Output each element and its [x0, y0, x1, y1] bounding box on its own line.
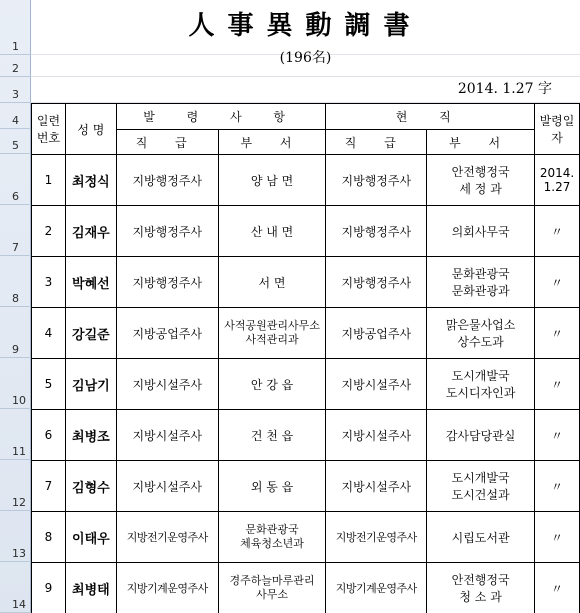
- seq-cell[interactable]: 6: [32, 410, 66, 461]
- current-rank-cell[interactable]: 지방전기운영주사: [326, 512, 427, 563]
- current-rank-header[interactable]: 직 급: [326, 130, 427, 155]
- name-cell[interactable]: 김재우: [65, 206, 116, 257]
- name-cell[interactable]: 김남기: [65, 359, 116, 410]
- name-cell[interactable]: 최병태: [65, 563, 116, 613]
- current-dept-cell[interactable]: 도시개발국 도시건설과: [427, 461, 535, 512]
- table-row: [32, 206, 580, 257]
- document-date: 2014. 1.27 字: [457, 81, 552, 97]
- current-rank-cell[interactable]: 지방기계운영주사: [326, 563, 427, 613]
- new-dept-cell[interactable]: 외 동 읍: [218, 461, 326, 512]
- seq-cell[interactable]: 7: [32, 461, 66, 512]
- new-dept-cell[interactable]: 서 면: [218, 257, 326, 308]
- row-number: 9: [12, 343, 19, 356]
- row-number: 12: [12, 496, 26, 509]
- table-row: [32, 308, 580, 359]
- headcount-label: (196名): [279, 50, 332, 66]
- new-rank-header[interactable]: 직 급: [116, 130, 218, 155]
- current-dept-cell[interactable]: 안전행정국 세 정 과: [427, 155, 535, 206]
- row-number: 6: [12, 190, 19, 203]
- order-date-cell[interactable]: 〃: [534, 410, 579, 461]
- current-dept-cell[interactable]: 안전행정국 청 소 과: [427, 563, 535, 613]
- row-header-4[interactable]: [0, 103, 31, 129]
- row-number: 4: [12, 114, 19, 127]
- new-rank-cell[interactable]: 지방시설주사: [116, 359, 218, 410]
- row-header-column: [0, 0, 31, 613]
- row-header-13[interactable]: [0, 511, 31, 562]
- name-cell[interactable]: 최정식: [65, 155, 116, 206]
- document-title: 人事異動調書: [188, 11, 423, 41]
- seq-cell[interactable]: 1: [32, 155, 66, 206]
- row-number: 1: [12, 40, 19, 53]
- current-rank-cell[interactable]: 지방행정주사: [326, 155, 427, 206]
- seq-cell[interactable]: 9: [32, 563, 66, 613]
- row-number: 3: [12, 88, 19, 101]
- current-rank-cell[interactable]: 지방행정주사: [326, 206, 427, 257]
- seq-cell[interactable]: 5: [32, 359, 66, 410]
- new-dept-cell[interactable]: 경주하늘마루관리 사무소: [218, 563, 326, 613]
- name-header[interactable]: 성 명: [65, 104, 116, 155]
- seq-header[interactable]: 일련번호: [32, 104, 66, 155]
- order-date-cell[interactable]: 〃: [534, 257, 579, 308]
- new-rank-cell[interactable]: 지방행정주사: [116, 257, 218, 308]
- order-date-cell[interactable]: 〃: [534, 206, 579, 257]
- current-group-header[interactable]: 현 직: [326, 104, 535, 130]
- current-dept-cell[interactable]: 의회사무국: [427, 206, 535, 257]
- new-rank-cell[interactable]: 지방행정주사: [116, 155, 218, 206]
- current-rank-cell[interactable]: 지방행정주사: [326, 257, 427, 308]
- seq-cell[interactable]: 4: [32, 308, 66, 359]
- row-header-8[interactable]: [0, 256, 31, 307]
- current-dept-header[interactable]: 부 서: [427, 130, 535, 155]
- row-header-5[interactable]: [0, 129, 31, 154]
- new-dept-cell[interactable]: 건 천 읍: [218, 410, 326, 461]
- table-row: [32, 155, 580, 206]
- table-row: [32, 461, 580, 512]
- new-rank-cell[interactable]: 지방시설주사: [116, 410, 218, 461]
- order-date-cell[interactable]: 〃: [534, 563, 579, 613]
- row-header-6[interactable]: [0, 154, 31, 205]
- new-dept-header[interactable]: 부 서: [218, 130, 326, 155]
- row-number: 14: [12, 598, 26, 611]
- seq-cell[interactable]: 2: [32, 206, 66, 257]
- table-row: [32, 359, 580, 410]
- new-rank-cell[interactable]: 지방시설주사: [116, 461, 218, 512]
- new-rank-cell[interactable]: 지방기계운영주사: [116, 563, 218, 613]
- table-row: [32, 563, 580, 613]
- row-header-12[interactable]: [0, 460, 31, 511]
- current-dept-cell[interactable]: 시립도서관: [427, 512, 535, 563]
- seq-cell[interactable]: 3: [32, 257, 66, 308]
- header-row-1: [32, 104, 580, 130]
- row-header-14[interactable]: [0, 562, 31, 613]
- new-rank-cell[interactable]: 지방공업주사: [116, 308, 218, 359]
- table-row: [32, 512, 580, 563]
- row-number: 8: [12, 292, 19, 305]
- new-dept-cell[interactable]: 문화관광국 체육청소년과: [218, 512, 326, 563]
- name-cell[interactable]: 이태우: [65, 512, 116, 563]
- row-header-11[interactable]: [0, 409, 31, 460]
- row-header-9[interactable]: [0, 307, 31, 358]
- row-header-3[interactable]: [0, 77, 31, 103]
- table-row: [32, 257, 580, 308]
- row-header-1[interactable]: [0, 0, 31, 55]
- row-number: 7: [12, 241, 19, 254]
- new-rank-cell[interactable]: 지방행정주사: [116, 206, 218, 257]
- current-rank-cell[interactable]: 지방공업주사: [326, 308, 427, 359]
- order-date-cell[interactable]: 〃: [534, 359, 579, 410]
- current-rank-cell[interactable]: 지방시설주사: [326, 461, 427, 512]
- row-number: 10: [12, 394, 26, 407]
- order-date-cell[interactable]: 〃: [534, 461, 579, 512]
- spreadsheet-sheet: [31, 0, 580, 613]
- current-dept-cell[interactable]: 맑은물사업소 상수도과: [427, 308, 535, 359]
- personnel-table: [31, 103, 580, 613]
- row-number: 13: [12, 547, 26, 560]
- row-number: 5: [12, 139, 19, 152]
- row-header-10[interactable]: [0, 358, 31, 409]
- new-dept-cell[interactable]: 사적공원관리사무소 사적관리과: [218, 308, 326, 359]
- seq-cell[interactable]: 8: [32, 512, 66, 563]
- current-dept-cell[interactable]: 문화관광국 문화관광과: [427, 257, 535, 308]
- current-rank-cell[interactable]: 지방시설주사: [326, 359, 427, 410]
- order-date-cell[interactable]: 〃: [534, 308, 579, 359]
- current-dept-cell[interactable]: 감사담당관실: [427, 410, 535, 461]
- name-cell[interactable]: 강길준: [65, 308, 116, 359]
- order-group-header[interactable]: 발 령 사 항: [116, 104, 326, 130]
- order-date-header[interactable]: 발령일자: [534, 104, 579, 155]
- order-date-cell[interactable]: 〃: [534, 512, 579, 563]
- name-cell[interactable]: 박혜선: [65, 257, 116, 308]
- table-row: [32, 410, 580, 461]
- name-cell[interactable]: 김형수: [65, 461, 116, 512]
- order-date-cell[interactable]: 2014. 1.27: [534, 155, 579, 206]
- new-dept-cell[interactable]: 산 내 면: [218, 206, 326, 257]
- row-number: 2: [12, 62, 19, 75]
- new-dept-cell[interactable]: 안 강 읍: [218, 359, 326, 410]
- current-dept-cell[interactable]: 도시개발국 도시디자인과: [427, 359, 535, 410]
- name-cell[interactable]: 최병조: [65, 410, 116, 461]
- row-number: 11: [12, 445, 26, 458]
- new-dept-cell[interactable]: 양 남 면: [218, 155, 326, 206]
- new-rank-cell[interactable]: 지방전기운영주사: [116, 512, 218, 563]
- row-header-2[interactable]: [0, 55, 31, 77]
- current-rank-cell[interactable]: 지방시설주사: [326, 410, 427, 461]
- row-header-7[interactable]: [0, 205, 31, 256]
